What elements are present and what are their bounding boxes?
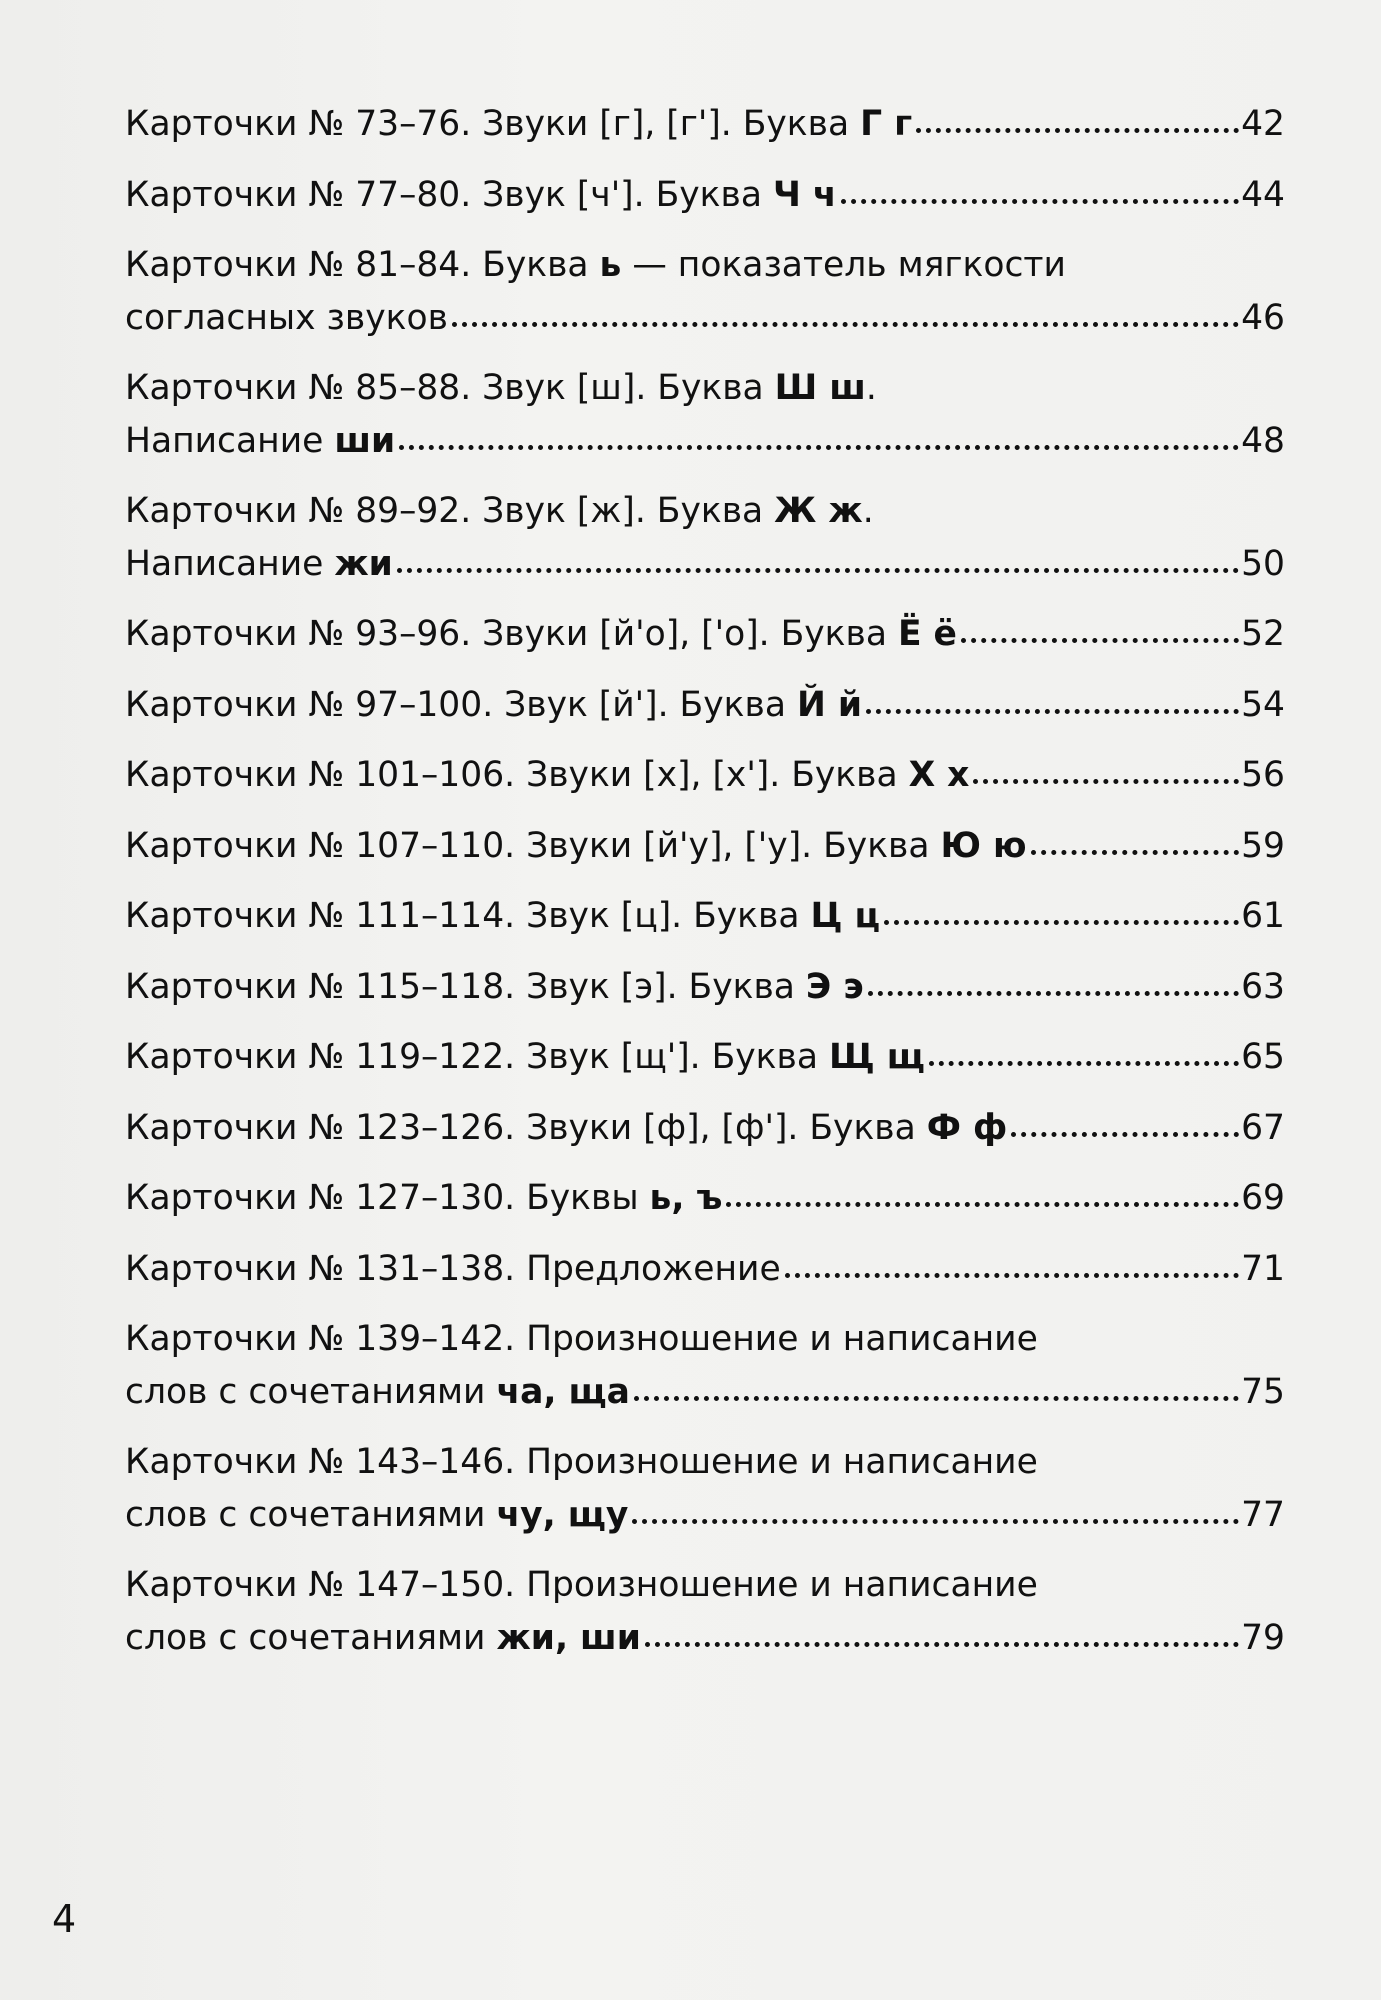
toc-text: слов с сочетаниями — [125, 1618, 497, 1658]
toc-page-ref: 48 — [1241, 421, 1285, 461]
dot-leader — [632, 1506, 1239, 1526]
toc-text: Карточки № 119–122. Звук [щ']. Буква — [125, 1037, 829, 1077]
toc-line — [125, 1243, 1285, 1296]
toc-entry — [125, 890, 1285, 943]
toc-bold-letters: жи, ши — [496, 1618, 641, 1658]
toc-entry — [125, 98, 1285, 151]
toc-page-ref: 42 — [1241, 104, 1285, 144]
dot-leader — [452, 309, 1239, 329]
toc-bold-letters: ь, ъ — [649, 1178, 723, 1218]
toc-page-ref: 79 — [1241, 1618, 1285, 1658]
toc-text-tail: . — [862, 491, 874, 531]
toc-page-ref: 46 — [1241, 298, 1285, 338]
toc-text: слов с сочетаниями — [125, 1372, 497, 1412]
toc-line — [125, 1313, 1285, 1366]
toc-page-ref: 63 — [1241, 966, 1285, 1007]
dot-leader — [961, 625, 1239, 645]
toc-page-ref: 56 — [1241, 755, 1285, 795]
toc-text: Карточки № 127–130. Буквы — [125, 1178, 650, 1218]
toc-bold-letters: Ц ц — [810, 896, 881, 936]
toc-entry — [125, 1102, 1285, 1155]
dot-leader — [726, 1189, 1239, 1209]
toc-text: Написание — [125, 421, 335, 461]
toc-line — [125, 679, 1285, 732]
toc-text: Карточки № 101–106. Звуки [х], [х']. Буква — [125, 755, 909, 795]
toc-entry — [125, 820, 1285, 873]
toc-text: слов с сочетаниями — [125, 1495, 497, 1535]
toc-line — [125, 1612, 1285, 1665]
toc-line — [125, 1172, 1285, 1225]
toc-text: Карточки № 111–114. Звук [ц]. Буква — [125, 896, 811, 936]
toc-line — [125, 749, 1285, 802]
toc-page-ref: 69 — [1241, 1178, 1285, 1218]
dot-leader — [866, 696, 1239, 716]
toc-bold-letters: ши — [334, 421, 396, 461]
toc-bold-letters: Щ щ — [828, 1037, 925, 1077]
toc-page-ref: 75 — [1241, 1372, 1285, 1412]
dot-leader — [645, 1629, 1239, 1649]
toc-text: Карточки № 147–150. Произношение и написание — [125, 1565, 1038, 1605]
toc-line — [125, 98, 1285, 151]
toc-line — [125, 1366, 1285, 1419]
toc-line — [125, 1559, 1285, 1612]
toc-line — [125, 239, 1285, 292]
dot-leader — [785, 1260, 1239, 1280]
dot-leader — [634, 1383, 1239, 1403]
toc-text: Карточки № 93–96. Звуки [й'о], ['о]. Буква — [125, 614, 898, 654]
toc-text: Карточки № 107–110. Звуки [й'у], ['у]. Буква — [125, 825, 941, 866]
toc-entry — [125, 679, 1285, 732]
dot-leader — [929, 1048, 1239, 1068]
toc-bold-letters: Ё ё — [897, 614, 957, 654]
toc-entry — [125, 239, 1285, 345]
dot-leader — [973, 766, 1239, 786]
toc-page-ref: 50 — [1241, 544, 1285, 584]
toc-bold-letters: Ф ф — [926, 1107, 1008, 1148]
toc-text: Карточки № 123–126. Звуки [ф], [ф']. Буква — [125, 1107, 927, 1148]
toc-bold-letters: Ж ж — [774, 491, 863, 531]
dot-leader — [1031, 837, 1240, 857]
toc-line — [125, 608, 1285, 661]
toc-page-ref: 65 — [1241, 1037, 1285, 1077]
toc-entry — [125, 749, 1285, 802]
toc-entry — [125, 1559, 1285, 1665]
toc-text: Карточки № 97–100. Звук [й']. Буква — [125, 684, 797, 725]
toc-line — [125, 485, 1285, 538]
toc-page-ref: 61 — [1241, 896, 1285, 936]
toc-line — [125, 890, 1285, 943]
toc-entry — [125, 1243, 1285, 1296]
toc-line — [125, 362, 1285, 415]
toc-bold-letters: Ш ш — [774, 368, 866, 408]
dot-leader — [884, 907, 1239, 927]
toc-text: Карточки № 89–92. Звук [ж]. Буква — [125, 491, 775, 531]
toc-text: Карточки № 73–76. Звуки [г], [г']. Буква — [125, 104, 861, 144]
toc-entry — [125, 1313, 1285, 1419]
toc-text: Карточки № 139–142. Произношение и написание — [125, 1319, 1038, 1359]
toc-line — [125, 415, 1285, 468]
toc-entry — [125, 362, 1285, 468]
toc-text: Карточки № 131–138. Предложение — [125, 1248, 781, 1289]
toc-entry — [125, 1436, 1285, 1542]
toc-bold-letters: Э э — [805, 966, 864, 1007]
toc-bold-letters: Й й — [796, 684, 862, 725]
table-of-contents — [125, 98, 1285, 1682]
toc-text: согласных звуков — [125, 298, 448, 338]
toc-text-tail: . — [865, 368, 877, 408]
toc-bold-letters: ча, ща — [496, 1372, 630, 1412]
toc-line — [125, 1031, 1285, 1084]
toc-text: Карточки № 115–118. Звук [э]. Буква — [125, 966, 806, 1007]
toc-line — [125, 1102, 1285, 1155]
toc-line — [125, 292, 1285, 345]
dot-leader — [399, 432, 1239, 452]
toc-entry — [125, 1031, 1285, 1084]
toc-bold-letters: Ю ю — [940, 825, 1027, 866]
toc-page-ref: 52 — [1241, 614, 1285, 654]
toc-line — [125, 1489, 1285, 1542]
toc-bold-letters: Ч ч — [772, 174, 837, 215]
toc-entry — [125, 485, 1285, 591]
dot-leader — [868, 978, 1239, 998]
toc-page-ref: 59 — [1241, 825, 1285, 866]
toc-bold-letters: Г г — [860, 104, 913, 144]
toc-page-ref: 44 — [1241, 174, 1285, 215]
toc-entry — [125, 961, 1285, 1014]
toc-page-ref: 67 — [1241, 1107, 1285, 1148]
toc-text: Карточки № 85–88. Звук [ш]. Буква — [125, 368, 775, 408]
toc-page-ref: 77 — [1241, 1495, 1285, 1535]
toc-entry — [125, 1172, 1285, 1225]
toc-text: Карточки № 81–84. Буква — [125, 245, 600, 285]
toc-text-tail: — показатель мягкости — [621, 245, 1066, 285]
toc-line — [125, 538, 1285, 591]
toc-bold-letters: ь — [599, 245, 622, 285]
toc-line — [125, 1436, 1285, 1489]
dot-leader — [397, 555, 1239, 575]
page-number: 4 — [52, 1897, 77, 1941]
toc-bold-letters: жи — [334, 544, 393, 584]
toc-entry — [125, 608, 1285, 661]
toc-line — [125, 169, 1285, 222]
toc-line — [125, 820, 1285, 873]
toc-text: Написание — [125, 544, 335, 584]
toc-page-ref: 71 — [1241, 1248, 1285, 1289]
toc-text: Карточки № 77–80. Звук [ч']. Буква — [125, 174, 773, 215]
toc-bold-letters: чу, щу — [496, 1495, 629, 1535]
dot-leader — [1011, 1119, 1239, 1139]
dot-leader — [841, 186, 1240, 206]
toc-line — [125, 961, 1285, 1014]
dot-leader — [916, 115, 1239, 135]
toc-text: Карточки № 143–146. Произношение и написание — [125, 1442, 1038, 1482]
toc-page-ref: 54 — [1241, 684, 1285, 725]
toc-bold-letters: Х х — [908, 755, 970, 795]
toc-entry — [125, 169, 1285, 222]
